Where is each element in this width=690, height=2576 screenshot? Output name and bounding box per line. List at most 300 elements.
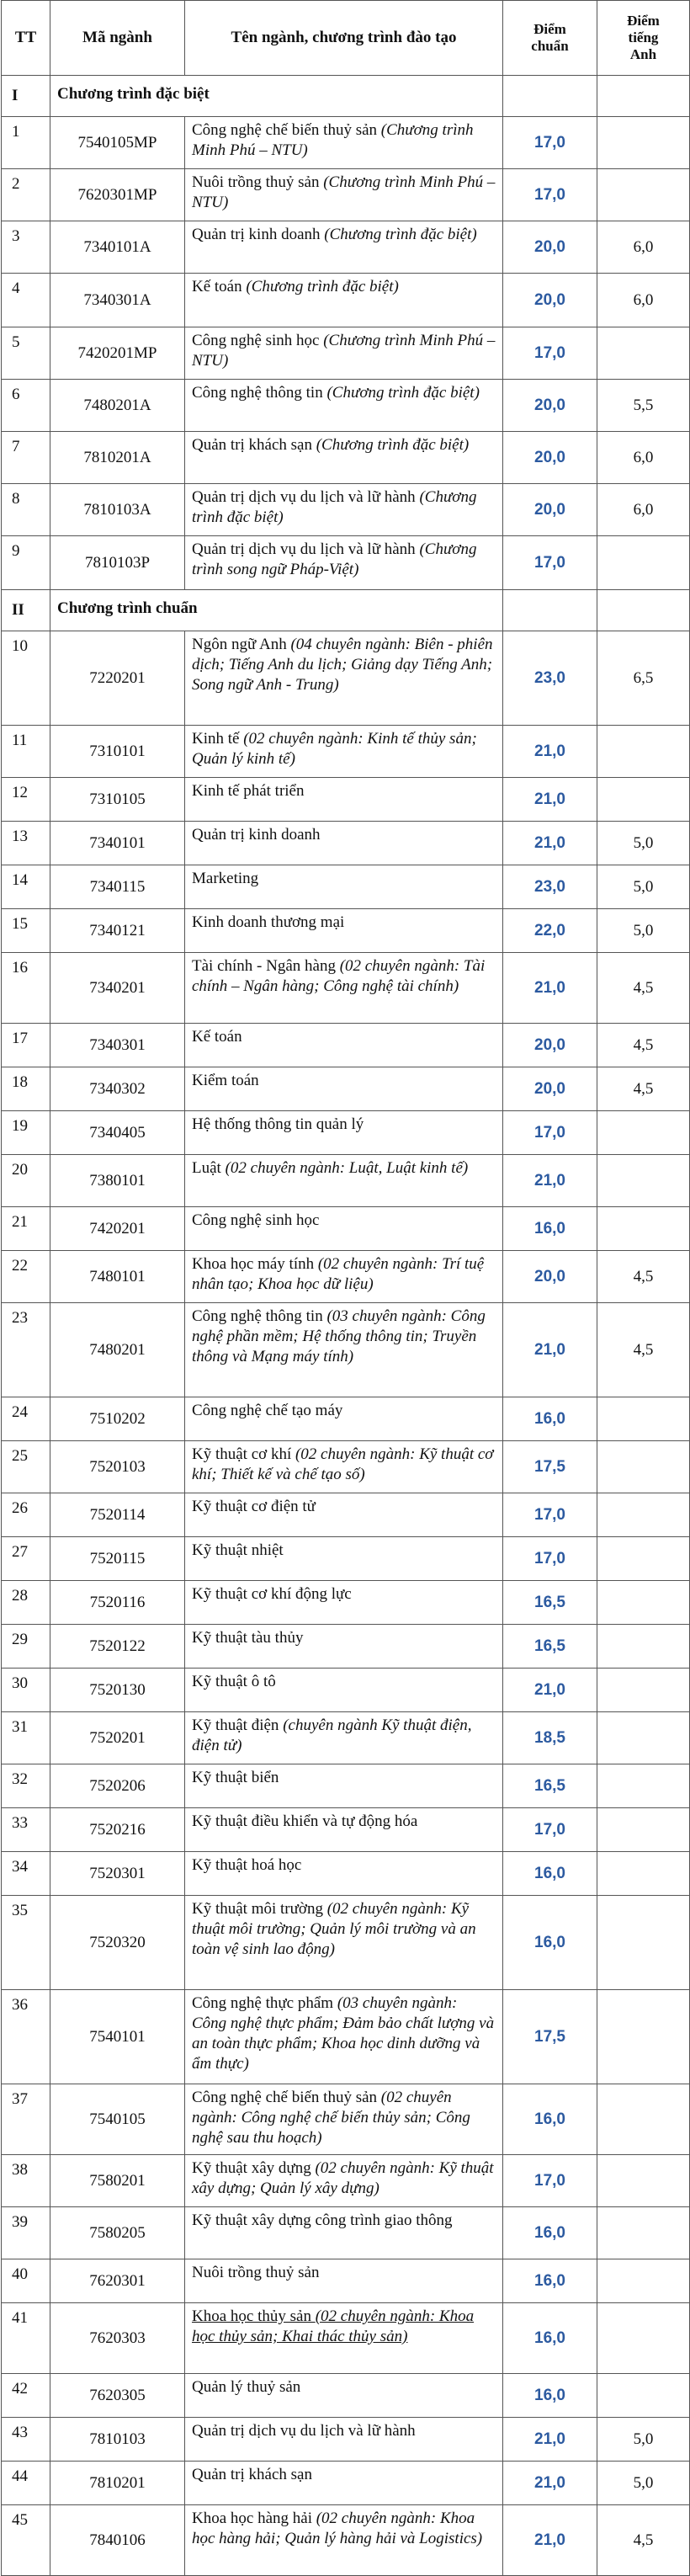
table-row — [2, 380, 690, 432]
english-score — [597, 1397, 690, 1441]
major-specializations: (Chương trình song ngữ Pháp-Việt) — [192, 540, 477, 578]
cutoff-score: 17,0 — [503, 327, 597, 380]
cutoff-score: 20,0 — [503, 1067, 597, 1111]
major-name-cell — [185, 953, 503, 1024]
table-row — [2, 778, 690, 822]
major-code: 7520116 — [50, 1581, 185, 1625]
row-number: 11 — [2, 726, 50, 778]
header-english-line3: Anh — [629, 46, 657, 62]
cutoff-score: 20,0 — [503, 221, 597, 274]
table-row — [2, 1024, 690, 1067]
major-name: Kiểm toán — [192, 1072, 259, 1089]
english-score: 6,5 — [597, 631, 690, 726]
major-code: 7220201 — [50, 631, 185, 726]
major-name-cell — [185, 1441, 503, 1493]
table-row — [2, 2207, 690, 2259]
major-name-cell — [185, 1024, 503, 1067]
cutoff-score: 16,0 — [503, 1852, 597, 1896]
table-row — [2, 1852, 690, 1896]
table-row — [2, 484, 690, 536]
major-name-cell — [185, 169, 503, 221]
major-name-cell — [185, 2155, 503, 2207]
table-row — [2, 1441, 690, 1493]
cutoff-score: 16,0 — [503, 2374, 597, 2418]
major-code: 7480201 — [50, 1303, 185, 1397]
cutoff-score: 18,5 — [503, 1712, 597, 1764]
cutoff-score: 21,0 — [503, 953, 597, 1024]
major-code: 7810201A — [50, 432, 185, 484]
major-specializations: (Chương trình đặc biệt) — [246, 278, 399, 295]
table-row — [2, 1493, 690, 1537]
major-code: 7340302 — [50, 1067, 185, 1111]
row-number: 1 — [2, 117, 50, 169]
table-row — [2, 1251, 690, 1303]
table-row — [2, 2418, 690, 2462]
major-name-cell — [185, 1397, 503, 1441]
header-score-line1: Điểm — [533, 21, 566, 37]
major-name-cell — [185, 1537, 503, 1581]
major-code: 7620301 — [50, 2259, 185, 2303]
major-code: 7580205 — [50, 2207, 185, 2259]
english-score — [597, 1808, 690, 1852]
english-score: 5,5 — [597, 380, 690, 432]
major-name: Công nghệ thông tin — [192, 1307, 327, 1325]
english-score — [597, 1896, 690, 1990]
row-number: 41 — [2, 2303, 50, 2374]
cutoff-score: 17,0 — [503, 1537, 597, 1581]
english-score — [597, 1493, 690, 1537]
english-score: 4,5 — [597, 1303, 690, 1397]
major-name-cell — [185, 1764, 503, 1808]
english-score — [597, 1537, 690, 1581]
row-number: 40 — [2, 2259, 50, 2303]
major-name: Kế toán — [192, 1028, 242, 1046]
major-specializations: (02 chuyên ngành: Khoa học thủy sản; Khai thác thủy sản) — [192, 2307, 475, 2345]
header-score-line2: chuẩn — [531, 38, 569, 54]
major-code: 7480201A — [50, 380, 185, 432]
row-number: 28 — [2, 1581, 50, 1625]
major-name: Marketing — [192, 870, 259, 887]
major-code: 7810103P — [50, 536, 185, 590]
major-name: Kỹ thuật tàu thủy — [192, 1629, 304, 1647]
major-code: 7810103 — [50, 2418, 185, 2462]
major-name: Kỹ thuật cơ khí động lực — [192, 1585, 352, 1603]
table-row — [2, 909, 690, 953]
major-name-cell — [185, 1669, 503, 1712]
major-specializations: (02 chuyên ngành: Luật, Luật kinh tế) — [225, 1159, 469, 1177]
major-specializations: (03 chuyên ngành: Công nghệ phần mềm; Hệ thống thông tin; Truyền thông và Mạng máy tính) — [192, 1307, 486, 1365]
english-score: 5,0 — [597, 909, 690, 953]
row-number: 24 — [2, 1397, 50, 1441]
major-specializations: (02 chuyên ngành: Kỹ thuật xây dựng; Quản lý xây dựng) — [192, 2159, 494, 2197]
major-name: Kinh tế — [192, 730, 244, 748]
english-score — [597, 1852, 690, 1896]
major-name: Kỹ thuật xây dựng công trình giao thông — [192, 2211, 453, 2229]
major-name-cell — [185, 274, 503, 327]
english-score — [597, 1581, 690, 1625]
major-specializations: (02 chuyên ngành: Kỹ thuật cơ khí; Thiết kế và chế tạo số) — [192, 1445, 494, 1483]
english-score: 5,0 — [597, 822, 690, 865]
row-number: 6 — [2, 380, 50, 432]
row-number: 17 — [2, 1024, 50, 1067]
english-score — [597, 1990, 690, 2084]
major-name-cell — [185, 2462, 503, 2505]
row-number: 21 — [2, 1207, 50, 1251]
english-score: 4,5 — [597, 953, 690, 1024]
major-name-cell — [185, 778, 503, 822]
major-name-cell — [185, 1251, 503, 1303]
major-name-cell — [185, 484, 503, 536]
major-name-cell — [185, 1896, 503, 1990]
table-row — [2, 2462, 690, 2505]
major-name-cell — [185, 2084, 503, 2155]
major-name-cell — [185, 726, 503, 778]
major-code: 7310101 — [50, 726, 185, 778]
english-score — [597, 117, 690, 169]
major-name-cell — [185, 1712, 503, 1764]
cutoff-score: 16,0 — [503, 1207, 597, 1251]
table-row — [2, 1303, 690, 1397]
major-name: Nuôi trồng thuỷ sản — [192, 2264, 320, 2281]
major-name: Nuôi trồng thuỷ sản — [192, 173, 324, 191]
major-specializations: (Chương trình Minh Phú – NTU) — [192, 332, 496, 370]
row-number: 3 — [2, 221, 50, 274]
english-score: 6,0 — [597, 484, 690, 536]
english-score — [597, 1669, 690, 1712]
major-name-cell — [185, 2505, 503, 2576]
major-name: Công nghệ sinh học — [192, 332, 324, 349]
cutoff-score: 16,0 — [503, 2207, 597, 2259]
major-name-cell — [185, 1067, 503, 1111]
table-row — [2, 631, 690, 726]
cutoff-score: 17,0 — [503, 536, 597, 590]
english-score: 6,0 — [597, 274, 690, 327]
english-score — [597, 327, 690, 380]
major-name-cell — [185, 1207, 503, 1251]
cutoff-score: 20,0 — [503, 1251, 597, 1303]
major-name-cell — [185, 2259, 503, 2303]
table-row — [2, 1764, 690, 1808]
major-name: Quản lý thuỷ sản — [192, 2378, 301, 2396]
major-name: Kỹ thuật môi trường — [192, 1900, 327, 1918]
table-row — [2, 1625, 690, 1669]
row-number: 31 — [2, 1712, 50, 1764]
table-row — [2, 327, 690, 380]
table-row — [2, 1207, 690, 1251]
major-name-cell — [185, 2207, 503, 2259]
major-name: Công nghệ thực phẩm — [192, 1994, 337, 2012]
cutoff-score: 21,0 — [503, 2418, 597, 2462]
major-name: Kỹ thuật điện — [192, 1716, 284, 1734]
major-code: 7620303 — [50, 2303, 185, 2374]
table-row — [2, 953, 690, 1024]
table-row — [2, 1067, 690, 1111]
english-score — [597, 1625, 690, 1669]
table-row — [2, 536, 690, 590]
table-row — [2, 1808, 690, 1852]
cutoff-score: 17,0 — [503, 1493, 597, 1537]
english-score: 5,0 — [597, 2418, 690, 2462]
major-name-cell — [185, 1493, 503, 1537]
major-specializations: (02 chuyên ngành: Trí tuệ nhân tạo; Khoa học dữ liệu) — [192, 1255, 485, 1293]
row-number: 2 — [2, 169, 50, 221]
major-name: Quản trị kinh doanh — [192, 226, 325, 243]
table-row — [2, 1669, 690, 1712]
major-name: Kỹ thuật điều khiển và tự động hóa — [192, 1812, 418, 1830]
major-name: Tài chính - Ngân hàng — [192, 957, 340, 975]
english-score: 4,5 — [597, 1251, 690, 1303]
major-name: Kỹ thuật nhiệt — [192, 1541, 284, 1559]
header-score — [503, 1, 597, 76]
cutoff-score: 16,0 — [503, 1896, 597, 1990]
table-row — [2, 1896, 690, 1990]
row-number: 19 — [2, 1111, 50, 1155]
major-code: 7540101 — [50, 1990, 185, 2084]
major-name: Quản trị kinh doanh — [192, 826, 321, 844]
table-row — [2, 432, 690, 484]
major-specializations: (Chương trình Minh Phú – NTU) — [192, 173, 496, 211]
table-row — [2, 1712, 690, 1764]
row-number: 30 — [2, 1669, 50, 1712]
major-name: Ngôn ngữ Anh — [192, 636, 291, 653]
header-english-line2: tiếng — [628, 29, 659, 45]
row-number: 43 — [2, 2418, 50, 2462]
major-name: Kế toán — [192, 278, 247, 295]
major-code: 7420201 — [50, 1207, 185, 1251]
row-number: 15 — [2, 909, 50, 953]
cutoff-score: 17,0 — [503, 2155, 597, 2207]
english-score — [597, 536, 690, 590]
major-code: 7420201MP — [50, 327, 185, 380]
cutoff-score: 20,0 — [503, 380, 597, 432]
row-number: 27 — [2, 1537, 50, 1581]
major-code: 7340201 — [50, 953, 185, 1024]
table-row — [2, 2084, 690, 2155]
major-name-cell — [185, 909, 503, 953]
major-name: Quản trị khách sạn — [192, 2466, 312, 2483]
major-name: Kỹ thuật cơ điện tử — [192, 1498, 316, 1515]
table-row — [2, 1155, 690, 1207]
major-code: 7340101A — [50, 221, 185, 274]
header-english-line1: Điểm — [627, 13, 660, 29]
cutoff-score: 21,0 — [503, 2462, 597, 2505]
header-name: Tên ngành, chương trình đào tạo — [185, 1, 503, 76]
cutoff-score: 16,5 — [503, 1581, 597, 1625]
major-name: Quản trị khách sạn — [192, 436, 316, 454]
header-tt: TT — [2, 1, 50, 76]
major-code: 7840106 — [50, 2505, 185, 2576]
row-number: 5 — [2, 327, 50, 380]
english-score — [597, 2084, 690, 2155]
major-specializations: (Chương trình đặc biệt) — [192, 488, 477, 526]
table-row — [2, 1537, 690, 1581]
major-code: 7540105MP — [50, 117, 185, 169]
row-number: 16 — [2, 953, 50, 1024]
row-number: 14 — [2, 865, 50, 909]
english-score: 6,0 — [597, 432, 690, 484]
table-row — [2, 2303, 690, 2374]
major-name: Khoa học máy tính — [192, 1255, 318, 1273]
cutoff-score: 21,0 — [503, 2505, 597, 2576]
major-name: Kỹ thuật biển — [192, 1769, 279, 1786]
major-specializations: (02 chuyên ngành: Kinh tế thủy sản; Quản lý kinh tế) — [192, 730, 477, 768]
row-number: 32 — [2, 1764, 50, 1808]
major-name: Kỹ thuật xây dựng — [192, 2159, 316, 2177]
cutoff-score: 20,0 — [503, 1024, 597, 1067]
english-score — [597, 2207, 690, 2259]
cutoff-score: 23,0 — [503, 631, 597, 726]
major-name-cell — [185, 2374, 503, 2418]
row-number: 38 — [2, 2155, 50, 2207]
major-name-cell — [185, 221, 503, 274]
row-number: 9 — [2, 536, 50, 590]
row-number: 13 — [2, 822, 50, 865]
major-specializations: (Chương trình đặc biệt) — [316, 436, 470, 454]
cutoff-score: 17,0 — [503, 1111, 597, 1155]
row-number: 7 — [2, 432, 50, 484]
admission-score-table — [1, 0, 690, 2576]
major-code: 7520216 — [50, 1808, 185, 1852]
table-body — [2, 76, 690, 2576]
english-score — [597, 1207, 690, 1251]
major-name: Công nghệ chế biến thuỷ sản — [192, 121, 381, 139]
row-number: 45 — [2, 2505, 50, 2576]
major-name: Khoa học thủy sản — [192, 2307, 316, 2325]
major-name-cell — [185, 2418, 503, 2462]
cutoff-score: 21,0 — [503, 822, 597, 865]
row-number: 26 — [2, 1493, 50, 1537]
row-number: 44 — [2, 2462, 50, 2505]
major-code: 7520122 — [50, 1625, 185, 1669]
major-name-cell — [185, 536, 503, 590]
major-name: Công nghệ thông tin — [192, 384, 327, 402]
major-name-cell — [185, 865, 503, 909]
table-row — [2, 1990, 690, 2084]
major-code: 7520201 — [50, 1712, 185, 1764]
major-name-cell — [185, 2303, 503, 2374]
english-score: 5,0 — [597, 2462, 690, 2505]
english-score: 4,5 — [597, 1067, 690, 1111]
english-score — [597, 2303, 690, 2374]
major-name: Kỹ thuật hoá học — [192, 1856, 302, 1874]
table-row — [2, 1111, 690, 1155]
row-number: 12 — [2, 778, 50, 822]
table-row — [2, 1581, 690, 1625]
major-name: Kỹ thuật cơ khí — [192, 1445, 295, 1463]
major-code: 7540105 — [50, 2084, 185, 2155]
table-row — [2, 117, 690, 169]
english-score — [597, 1712, 690, 1764]
major-code: 7380101 — [50, 1155, 185, 1207]
table-row — [2, 169, 690, 221]
major-name: Quản trị dịch vụ du lịch và lữ hành — [192, 2422, 416, 2440]
major-name-cell — [185, 1303, 503, 1397]
major-name: Khoa học hàng hải — [192, 2509, 316, 2527]
major-code: 7340115 — [50, 865, 185, 909]
major-specializations: (Chương trình Minh Phú – NTU) — [192, 121, 474, 159]
table-row — [2, 2374, 690, 2418]
major-code: 7520103 — [50, 1441, 185, 1493]
major-name: Công nghệ sinh học — [192, 1211, 320, 1229]
major-code: 7520114 — [50, 1493, 185, 1537]
section-title: Chương trình đặc biệt — [50, 76, 503, 117]
row-number: 8 — [2, 484, 50, 536]
major-name-cell — [185, 1625, 503, 1669]
english-score: 4,5 — [597, 2505, 690, 2576]
row-number: 22 — [2, 1251, 50, 1303]
major-name-cell — [185, 117, 503, 169]
row-number: 36 — [2, 1990, 50, 2084]
major-code: 7340101 — [50, 822, 185, 865]
major-specializations: (03 chuyên ngành: Công nghệ thực phẩm; Đảm bảo chất lượng và an toàn thực phẩm; Khoa học dinh dưỡng và ẩm thực) — [192, 1994, 495, 2073]
major-specializations: (02 chuyên ngành: Kỹ thuật môi trường; Quản lý môi trường và an toàn vệ sinh lao động) — [192, 1900, 476, 1958]
major-code: 7520115 — [50, 1537, 185, 1581]
cutoff-score: 17,5 — [503, 1441, 597, 1493]
major-code: 7520320 — [50, 1896, 185, 1990]
major-name: Hệ thống thông tin quản lý — [192, 1115, 364, 1133]
major-name: Kinh tế phát triển — [192, 782, 305, 800]
major-specializations: (Chương trình đặc biệt) — [324, 226, 477, 243]
table-row — [2, 274, 690, 327]
cutoff-score: 20,0 — [503, 432, 597, 484]
row-number: 37 — [2, 2084, 50, 2155]
row-number: 4 — [2, 274, 50, 327]
major-code: 7340121 — [50, 909, 185, 953]
english-score — [597, 2155, 690, 2207]
major-name: Công nghệ chế biến thuỷ sản — [192, 2089, 381, 2106]
english-score — [597, 169, 690, 221]
section-number: II — [2, 590, 50, 631]
section-number: I — [2, 76, 50, 117]
cutoff-score: 21,0 — [503, 1669, 597, 1712]
cutoff-score: 16,0 — [503, 2084, 597, 2155]
major-specializations: (02 chuyên ngành: Khoa học hàng hải; Quản lý hàng hải và Logistics) — [192, 2509, 483, 2547]
major-code: 7480101 — [50, 1251, 185, 1303]
cutoff-score: 16,0 — [503, 2303, 597, 2374]
major-name-cell — [185, 380, 503, 432]
table-row — [2, 865, 690, 909]
english-score — [597, 1441, 690, 1493]
major-code: 7520206 — [50, 1764, 185, 1808]
section-title: Chương trình chuẩn — [50, 590, 503, 631]
major-code: 7520130 — [50, 1669, 185, 1712]
major-name-cell — [185, 1155, 503, 1207]
table-row — [2, 2505, 690, 2576]
table-header-row — [2, 1, 690, 76]
major-name-cell — [185, 822, 503, 865]
cutoff-score: 16,0 — [503, 1397, 597, 1441]
major-name-cell — [185, 327, 503, 380]
major-specializations: (02 chuyên ngành: Công nghệ chế biến thủy sản; Công nghệ sau thu hoạch) — [192, 2089, 470, 2147]
major-name: Công nghệ chế tạo máy — [192, 1402, 343, 1419]
major-code: 7510202 — [50, 1397, 185, 1441]
table-row — [2, 2155, 690, 2207]
major-name: Quản trị dịch vụ du lịch và lữ hành — [192, 540, 420, 558]
major-name-cell — [185, 1581, 503, 1625]
major-specializations: (chuyên ngành Kỹ thuật điện, điện tử) — [192, 1716, 472, 1754]
cutoff-score: 21,0 — [503, 1303, 597, 1397]
major-specializations: (02 chuyên ngành: Tài chính – Ngân hàng; Công nghệ tài chính) — [192, 957, 486, 995]
row-number: 25 — [2, 1441, 50, 1493]
english-score — [597, 2374, 690, 2418]
english-score: 4,5 — [597, 1024, 690, 1067]
major-specializations: (04 chuyên ngành: Biên - phiên dịch; Tiếng Anh du lịch; Giảng dạy Tiếng Anh; Song ngữ Anh - Trung) — [192, 636, 493, 694]
major-code: 7520301 — [50, 1852, 185, 1896]
row-number: 42 — [2, 2374, 50, 2418]
major-name-cell — [185, 1808, 503, 1852]
section-row — [2, 76, 690, 117]
major-code: 7340301A — [50, 274, 185, 327]
